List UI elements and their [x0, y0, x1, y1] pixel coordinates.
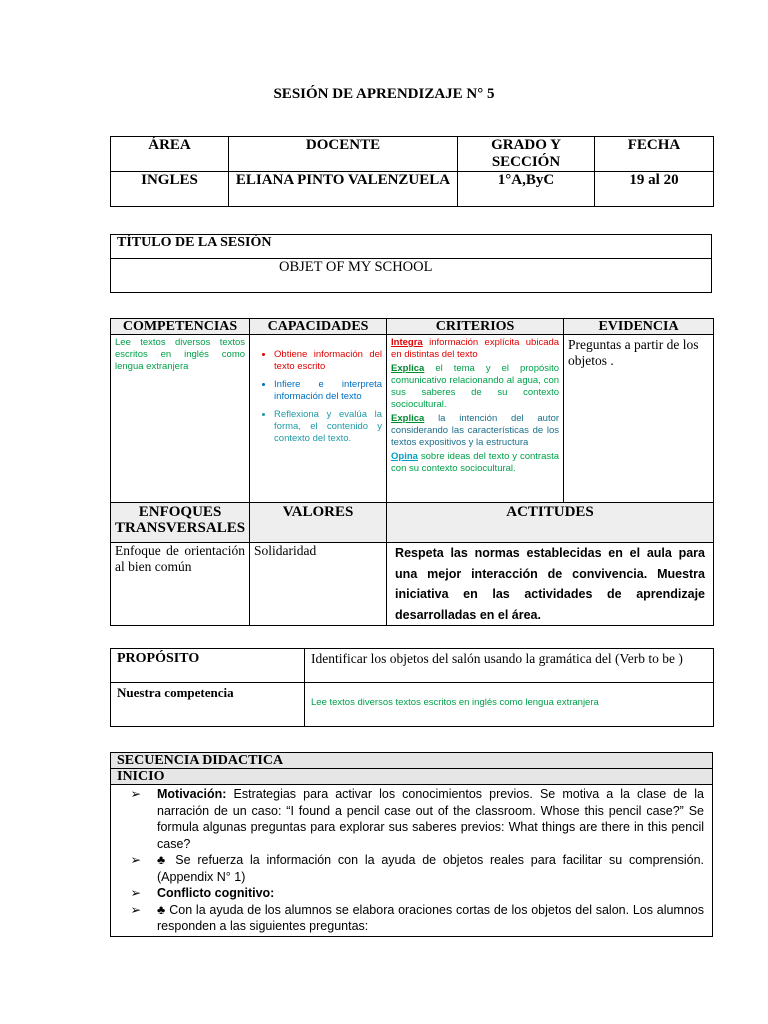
criterio-item — [391, 337, 559, 361]
header-fecha: FECHA — [595, 137, 714, 172]
criterios-cell — [387, 335, 564, 503]
criterio-key: Explica — [391, 363, 425, 374]
actitud-text: Respeta las normas establecidas en el aula para una mejor interacción de convivencia. Muestra iniciativa en las actividades de aprendizaje desarrolladas en el área. — [387, 543, 714, 626]
competencias-table — [110, 318, 714, 626]
arrow-bullet-icon: ➢ — [130, 886, 141, 900]
list-item — [115, 786, 704, 852]
arrow-bullet-icon: ➢ — [130, 902, 141, 917]
criterio-text: la intención del autor considerando las características de los textos expositivos y la estructura — [391, 413, 560, 448]
header-actitudes: ACTITUDES — [387, 503, 714, 543]
proposito-table — [110, 648, 714, 727]
list-item — [115, 902, 704, 935]
proposito-value: Identificar los objetos del salón usando la gramática del (Verb to be ) — [305, 649, 714, 683]
item-text: ♣ Se refuerza la información con la ayuda de objetos reales para facilitar su comprensión. (Appendix N° 1) — [157, 853, 704, 884]
header-enfoques: ENFOQUES TRANSVERSALES — [111, 503, 250, 543]
item-bold: Motivación: — [157, 787, 227, 801]
capacidad-item: • Infiere e interpreta información del texto — [274, 379, 382, 403]
valor-text: Solidaridad — [250, 543, 387, 626]
capacidades-cell — [250, 335, 387, 503]
item-text: ♣ Con la ayuda de los alumnos se elabora oraciones cortas de los objetos del salon. Los alumnos responden a las siguientes preguntas: — [157, 902, 704, 933]
session-value: OBJET OF MY SCHOOL — [111, 259, 712, 293]
header-competencias: COMPETENCIAS — [111, 319, 250, 335]
secuencia-content — [111, 785, 713, 937]
header-valores: VALORES — [250, 503, 387, 543]
item-bold: Conflicto cognitivo: — [157, 886, 275, 900]
header-grado: GRADO Y SECCIÓN — [458, 137, 595, 172]
criterio-key: Opina — [391, 451, 418, 462]
list-item — [115, 885, 704, 902]
competencia-label: Nuestra competencia — [111, 683, 305, 727]
inicio-label: INICIO — [111, 769, 713, 785]
arrow-bullet-icon: ➢ — [130, 853, 141, 867]
session-table — [110, 234, 712, 293]
session-label: TÍTULO DE LA SESIÓN — [111, 235, 712, 259]
value-docente: ELIANA PINTO VALENZUELA — [229, 172, 458, 207]
header-docente: DOCENTE — [229, 137, 458, 172]
page-title: SESIÓN DE APRENDIZAJE N° 5 — [273, 86, 495, 102]
enfoque-text: Enfoque de orientación al bien común — [111, 543, 250, 626]
criterio-item — [391, 451, 559, 475]
competencia-value: Lee textos diversos textos escritos en inglés como lengua extranjera — [305, 683, 714, 727]
capacidad-item: • Obtiene información del texto escrito — [274, 349, 382, 373]
secuencia-table — [110, 752, 713, 937]
criterio-text: el tema y el propósito comunicativo relacionando al agua, con sus saberes de su contexto sociocultural. — [391, 363, 560, 410]
criterio-text: información explícita ubicada en distintas del texto — [391, 337, 560, 360]
criterio-key: Integra — [391, 337, 423, 348]
item-text: Estrategias para activar los conocimientos previos. Se motiva a la clase de la narración de un caso: “I found a pencil case out of the classroom. Whose this pencil case?” Se formula algunas preguntas para explorar sus saberes previos: What things are there in this pencil case? — [157, 787, 704, 851]
criterio-key: Explica — [391, 413, 425, 424]
proposito-label: PROPÓSITO — [111, 649, 305, 683]
criterio-item — [391, 363, 559, 411]
evidencia-text: Preguntas a partir de los objetos . — [564, 335, 714, 503]
header-capacidades: CAPACIDADES — [250, 319, 387, 335]
list-item — [115, 852, 704, 885]
criterio-text: sobre ideas del texto y contrasta con su contexto sociocultural. — [391, 451, 560, 474]
header-criterios: CRITERIOS — [387, 319, 564, 335]
header-evidencia: EVIDENCIA — [564, 319, 714, 335]
arrow-bullet-icon: ➢ — [130, 787, 141, 801]
criterio-item — [391, 413, 559, 449]
header-area: ÁREA — [111, 137, 229, 172]
capacidad-item: • Reflexiona y evalúa la forma, el contenido y contexto del texto. — [274, 409, 382, 445]
competencia-text: Lee textos diversos textos escritos en inglés como lengua extranjera — [111, 335, 250, 503]
value-fecha: 19 al 20 — [595, 172, 714, 207]
info-table — [110, 136, 714, 207]
value-grado: 1°A,ByC — [458, 172, 595, 207]
value-area: INGLES — [111, 172, 229, 207]
secuencia-label: SECUENCIA DIDACTICA — [111, 753, 713, 769]
